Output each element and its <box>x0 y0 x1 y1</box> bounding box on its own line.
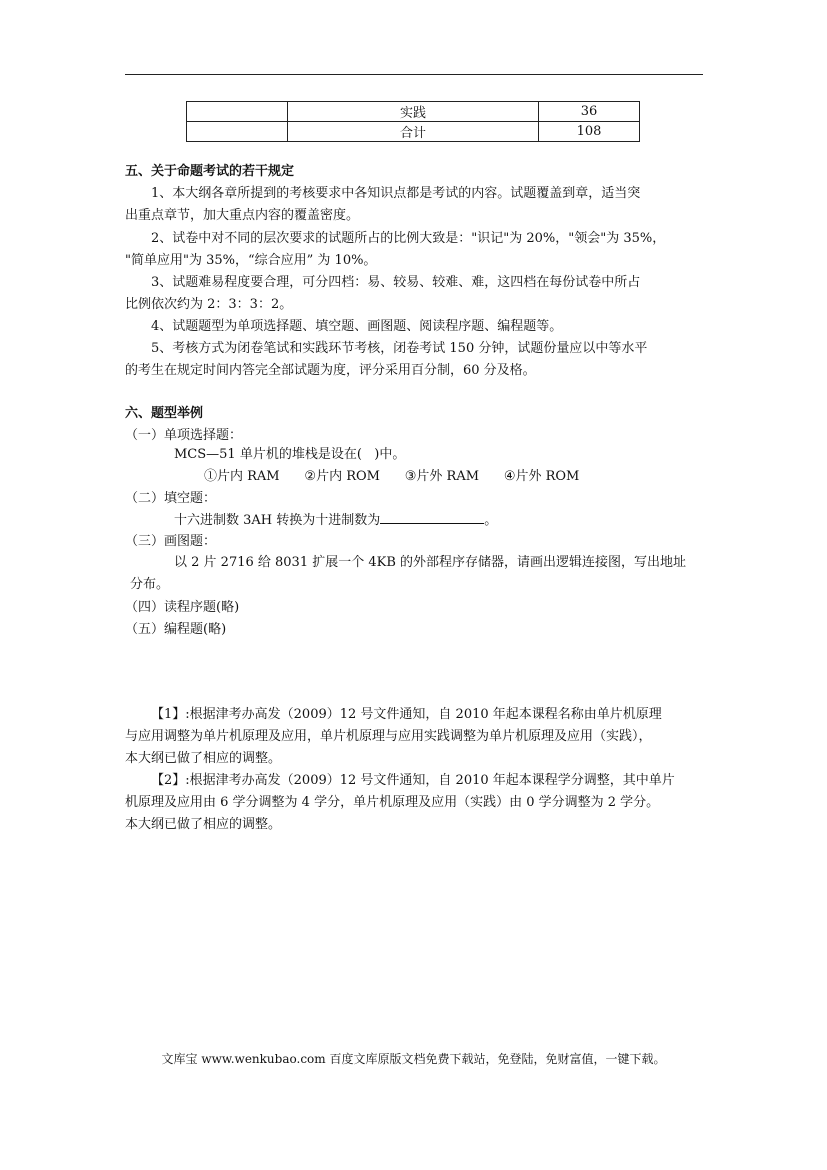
section6-heading: 六、题型举例 <box>125 406 204 421</box>
table-row <box>187 122 640 142</box>
section5-heading: 五、关于命题考试的若干规定 <box>125 164 295 179</box>
note1-line-a <box>151 706 662 724</box>
note2-mark: 【2】 <box>151 773 186 788</box>
note1-text-a: :根据津考办高发（2009）12 号文件通知，自 2010 年起本课程名称由单片机原理 <box>185 707 662 722</box>
q1-text: MCS—51 单片机的堆栈是设在( )中。 <box>174 447 406 462</box>
q3-text-b: 分布。 <box>130 577 170 592</box>
q2-text: 十六进制数 3AH 转换为十进制数为 <box>174 513 381 528</box>
section5-p4: 4、试题题型为单项选择题、填空题、画图题、阅读程序题、编程题等。 <box>151 319 563 334</box>
note2-line-a <box>151 772 675 790</box>
q1-label: （一）单项选择题： <box>125 428 243 443</box>
section5-p5b: 的考生在规定时间内答完全部试题为度，评分采用百分制，60 分及格。 <box>125 363 536 378</box>
section5-p2b: "简单应用"为 35%，“综合应用” 为 10%。 <box>125 253 377 268</box>
note2-text-b: 机原理及应用由 6 学分调整为 4 学分，单片机原理及应用（实践）由 0 学分调整为 2 学分。 <box>125 795 660 810</box>
q2-label: （二）填空题： <box>125 491 217 506</box>
table-cell <box>187 122 288 142</box>
note2-text-c: 本大纲已做了相应的调整。 <box>125 817 282 832</box>
note1-text-c: 本大纲已做了相应的调整。 <box>125 751 282 766</box>
table-cell: 实践 <box>288 102 539 122</box>
section5-p1a: 1、本大纲各章所提到的考核要求中各知识点都是考试的内容。试题覆盖到章，适当突 <box>151 186 641 201</box>
answer-blank <box>380 511 484 524</box>
q5-label: （五）编程题(略) <box>125 622 227 637</box>
note2-text-a: :根据津考办高发（2009）12 号文件通知，自 2010 年起本课程学分调整，其中单片 <box>185 773 675 788</box>
section5-p2a: 2、试卷中对不同的层次要求的试题所占的比例大致是："识记"为 20%，"领会"为 35%， <box>151 231 666 246</box>
section5-p3a: 3、试题难易程度要合理，可分四档：易、较易、较难、难，这四档在每份试卷中所占 <box>151 275 641 290</box>
note1-text-b: 与应用调整为单片机原理及应用，单片机原理与应用实践调整为单片机原理及应用（实践）， <box>125 729 652 744</box>
q3-text-a: 以 2 片 2716 给 8031 扩展一个 4KB 的外部程序存储器，请画出逻辑连接图，写出地址 <box>174 555 687 570</box>
section5-p3b: 比例依次约为 2：3：3：2。 <box>125 297 293 312</box>
q2-end: 。 <box>484 513 498 528</box>
hours-table <box>186 101 640 142</box>
q1-options: ①片内 RAM ②片内 ROM ③片外 RAM ④片外 ROM <box>204 469 580 484</box>
table-row <box>187 102 640 122</box>
q2-line <box>174 511 497 530</box>
table-cell: 36 <box>539 102 640 122</box>
section5-p1b: 出重点章节，加大重点内容的覆盖密度。 <box>125 208 360 223</box>
q3-label: （三）画图题： <box>125 534 217 549</box>
table-cell <box>187 102 288 122</box>
table-cell: 合计 <box>288 122 539 142</box>
page-footer: 文库宝 www.wenkubao.com 百度文库原版文档免费下载站，免登陆，免财富值，一键下载。 <box>161 1052 666 1066</box>
q4-label: （四）读程序题(略) <box>125 600 240 615</box>
table-cell: 108 <box>539 122 640 142</box>
header-rule <box>125 74 703 75</box>
section5-p5a: 5、考核方式为闭卷笔试和实践环节考核，闭卷考试 150 分钟，试题份量应以中等水平 <box>151 341 648 356</box>
note1-mark: 【1】 <box>151 707 186 722</box>
